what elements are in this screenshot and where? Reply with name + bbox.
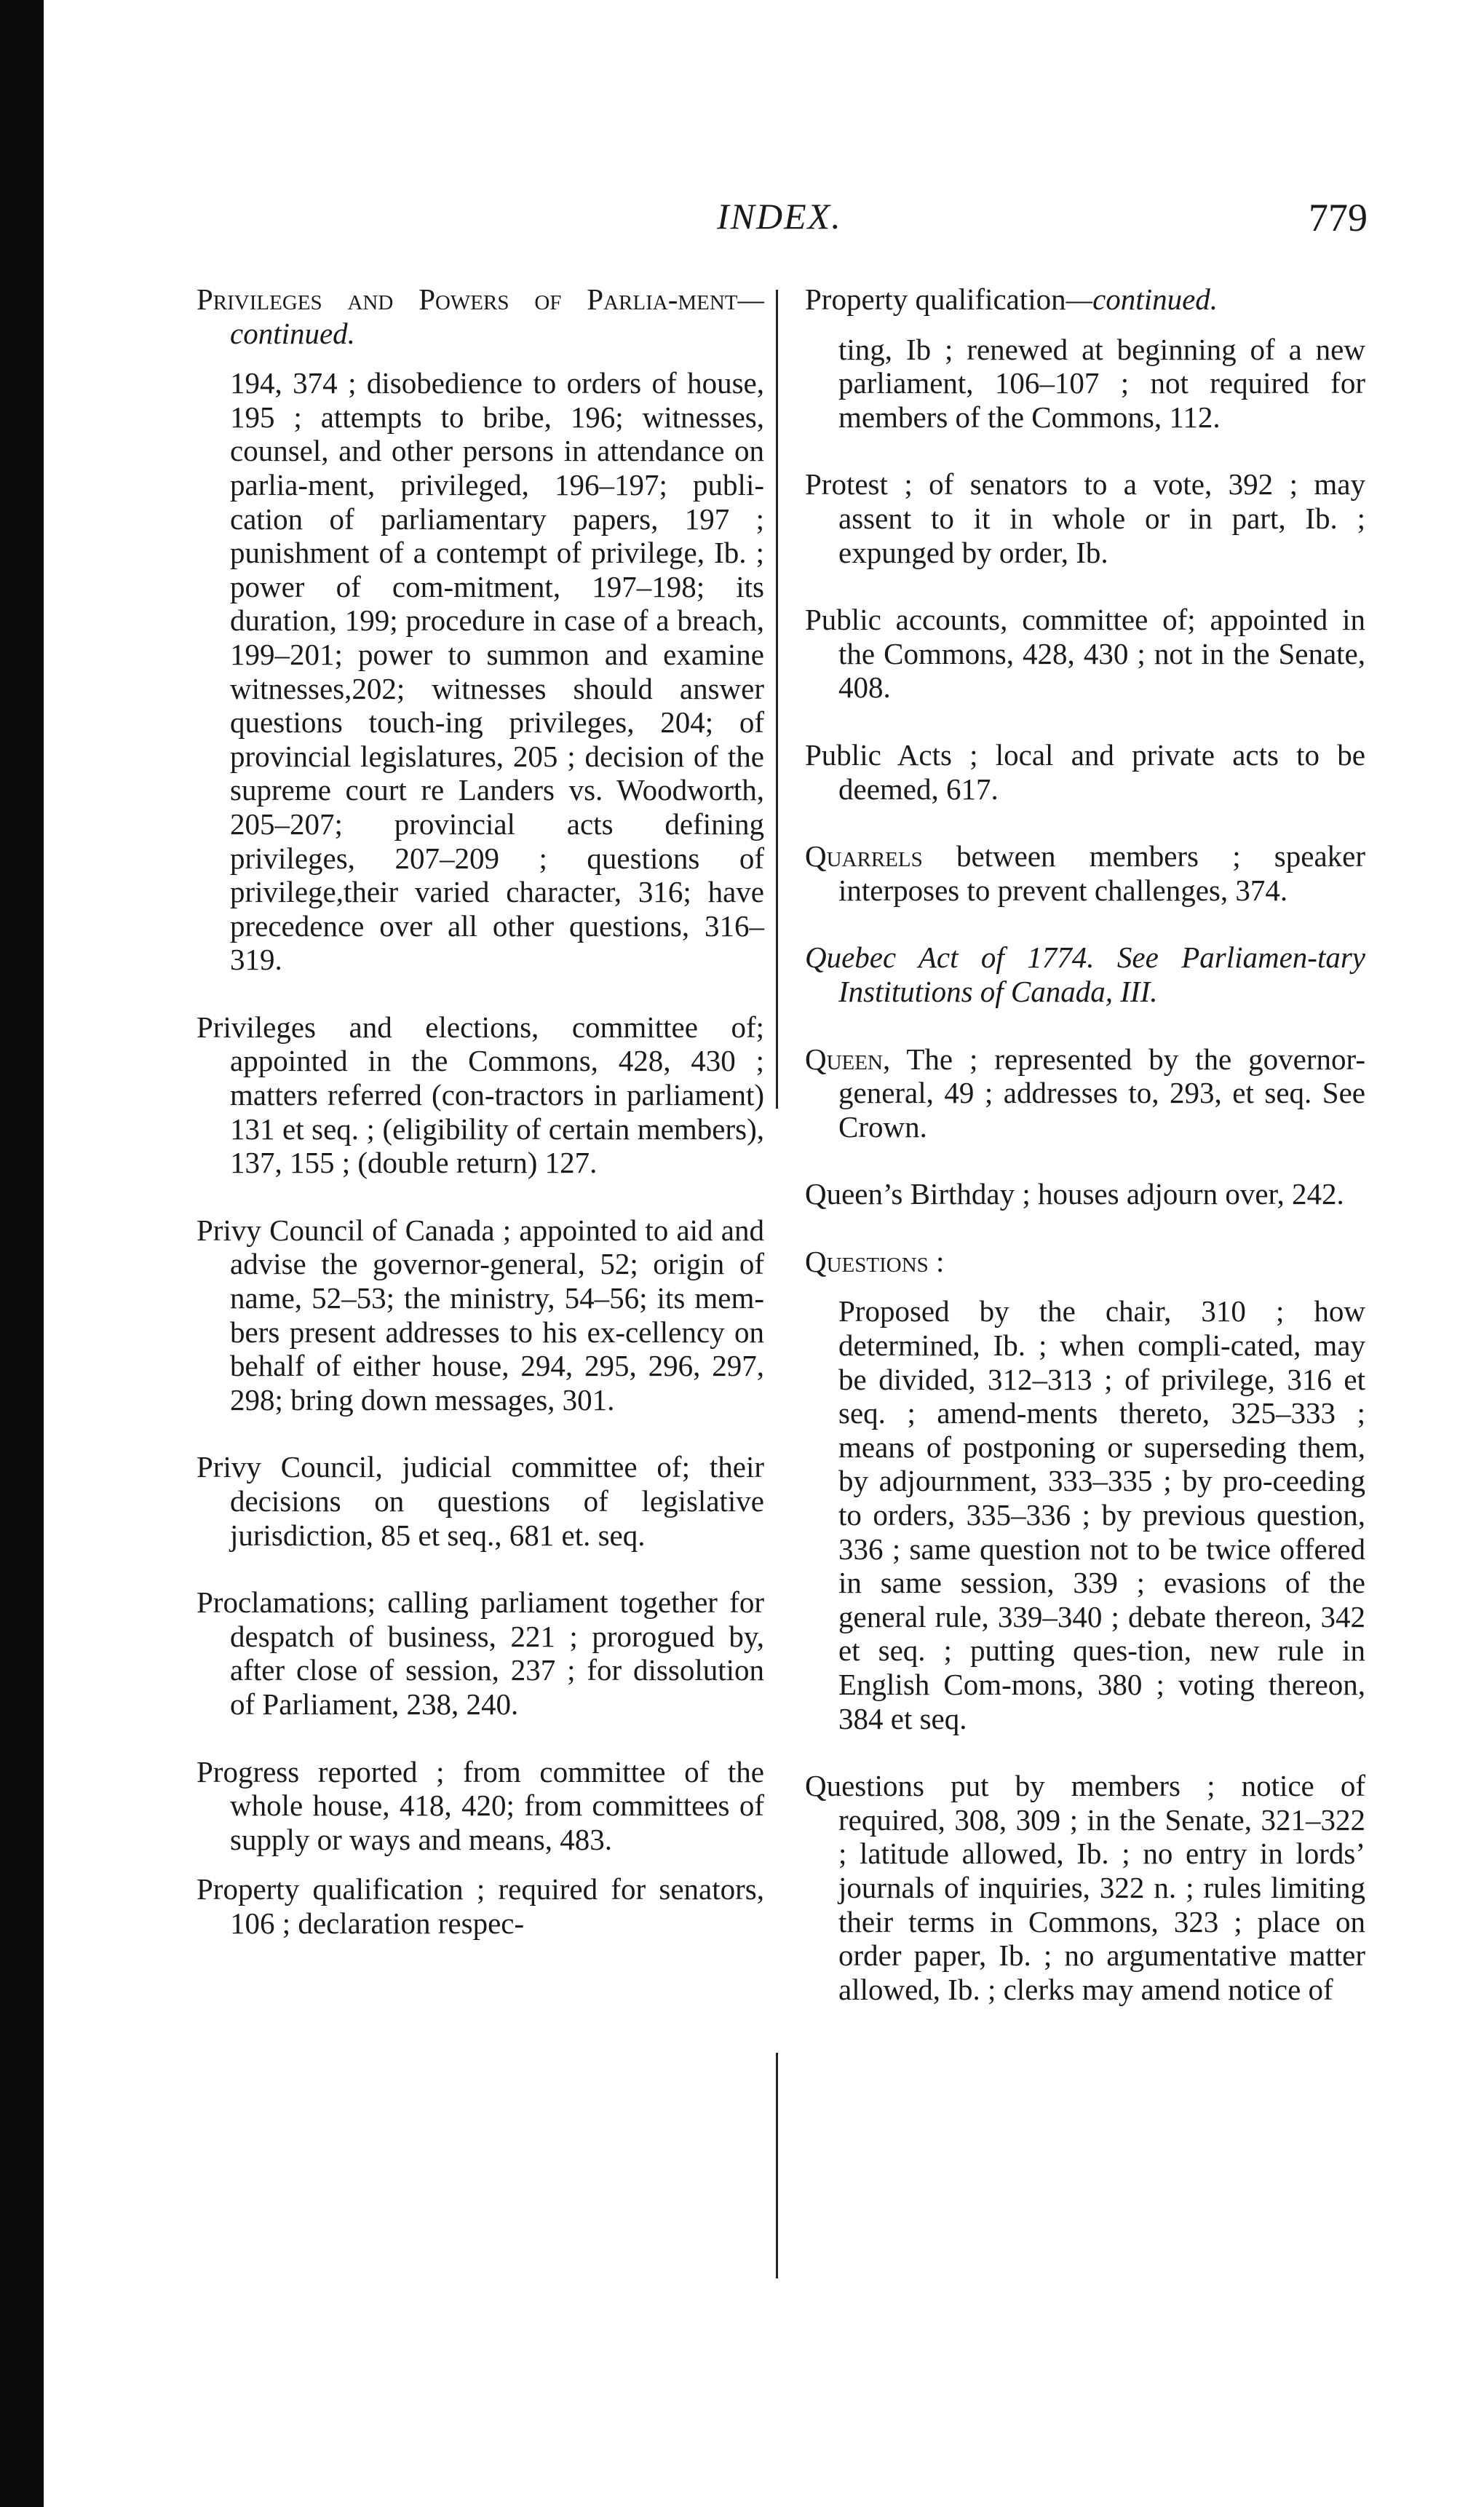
index-entry-privy-council-canada: Privy Council of Canada ; appointed to aid and advise the governor-general, 52; origin of name, 52–53; the ministry, 54–56; its mem-bers present addresses to his ex-cellency on behalf of either house, 294, 295, 296, 297, 298; bring down messages, 301. (197, 1213, 764, 1417)
entry-text: , The ; represented by the governor-general, 49 ; addresses to, 293, et seq. See Crown. (838, 1042, 1365, 1144)
index-entry-public-accounts: Public accounts, committee of; appointed in the Commons, 428, 430 ; not in the Senate, 408. (805, 603, 1365, 705)
index-entry-proclamations: Proclamations; calling parliament together for despatch of business, 221 ; prorogued by, after close of session, 237 ; for dissolution of Parliament, 238, 240. (197, 1585, 764, 1721)
index-entry-questions-put: Questions put by members ; notice of required, 308, 309 ; in the Senate, 321–322 ; latitude allowed, Ib. ; no entry in lords’ journals of inquiries, 322 n. ; rules limiting their terms in Commons, 323 ; place on order paper, Ib. ; no argumentative matter allowed, Ib. ; clerks may amend notice of (805, 1769, 1365, 2006)
index-entry-queens-birthday: Queen’s Birthday ; houses adjourn over, 242. (805, 1177, 1344, 1211)
index-entry-privileges-powers (197, 282, 764, 350)
running-title: INDEX. (717, 196, 842, 237)
index-entry-privy-council-judicial: Privy Council, judicial committee of; their decisions on questions of legislative jurisdiction, 85 et seq., 681 et. seq. (197, 1450, 764, 1552)
index-entry-privileges-elections: Privileges and elections, committee of; appointed in the Commons, 428, 430 ; matters referred (con-tractors in parliament) 131 et seq. ; (eligibility of certain members), 137, 155 ; (double return) 127. (197, 1010, 764, 1180)
index-entry-queen (805, 1042, 1365, 1144)
column-rule (776, 290, 778, 1109)
scan-gutter (0, 0, 44, 2507)
entry-heading: Property qualification (805, 282, 1066, 316)
index-entry-quebec-act: Quebec Act of 1774. See Parliamen-tary Institutions of Canada, III. (805, 940, 1365, 1008)
entry-heading: Queen (805, 1042, 883, 1076)
index-entry-property-continued (805, 282, 1365, 317)
entry-heading: Privileges and Powers of Parlia-ment (197, 282, 738, 316)
index-entry-quarrels (805, 839, 1365, 907)
right-column (805, 282, 1365, 2006)
page-header (0, 195, 1484, 253)
index-entry-progress-reported: Progress reported ; from committee of the whole house, 418, 420; from committees of supply or ways and means, 483. (197, 1754, 764, 1856)
entry-body: 194, 374 ; disobedience to orders of house, 195 ; attempts to bribe, 196; witnesses, counsel, and other persons in attendance on parlia-ment, privileged, 196–197; publi-cation of parliamentary papers, 197 ; punishment of a contempt of privilege, Ib. ; power of com-mitment, 197–198; its duration, 199; procedure in case of a breach, 199–201; power to summon and examine witnesses,202; witnesses should answer questions touch-ing privileges, 204; of provincial legislatures, 205 ; decision of the supreme court re Landers vs. Woodworth, 205–207; provincial acts defining privileges, 207–209 ; questions of privilege,their varied character, 316; have precedence over all other questions, 316–319. (230, 366, 764, 977)
entry-text: between members ; speaker interposes to prevent challenges, 374. (838, 839, 1365, 907)
entry-body-questions: Proposed by the chair, 310 ; how determined, Ib. ; when compli-cated, may be divided, 312–313 ; of privilege, 316 et seq. ; amend-ments thereto, 325–333 ; means of postponing or superseding them, by adjournment, 333–335 ; by pro-ceeding to orders, 335–336 ; by previous question, 336 ; same question not to be twice offered in same session, 339 ; evasions of the general rule, 339–340 ; debate thereon, 342 et seq. ; putting ques-tion, new rule in English Com-mons, 380 ; voting thereon, 384 et seq. (838, 1294, 1365, 1735)
entry-heading-continued: —continued. (230, 282, 764, 350)
index-entry-questions-heading: Questions : (805, 1244, 945, 1278)
index-entry-property-qualification: Property qualification ; required for senators, 106 ; declaration respec- (197, 1872, 764, 1940)
column-rule-lower (776, 2053, 778, 2278)
index-entry-public-acts: Public Acts ; local and private acts to be deemed, 617. (805, 737, 1365, 806)
entry-heading: Quarrels (805, 839, 923, 874)
entry-body: ting, Ib ; renewed at beginning of a new parliament, 106–107 ; not required for members of the Commons, 112. (838, 332, 1365, 434)
page-number: 779 (1309, 196, 1368, 239)
left-column (197, 282, 764, 1941)
entry-heading-continued: —continued. (1066, 282, 1218, 316)
index-entry-protest: Protest ; of senators to a vote, 392 ; may assent to it in whole or in part, Ib. ; expunged by order, Ib. (805, 467, 1365, 569)
